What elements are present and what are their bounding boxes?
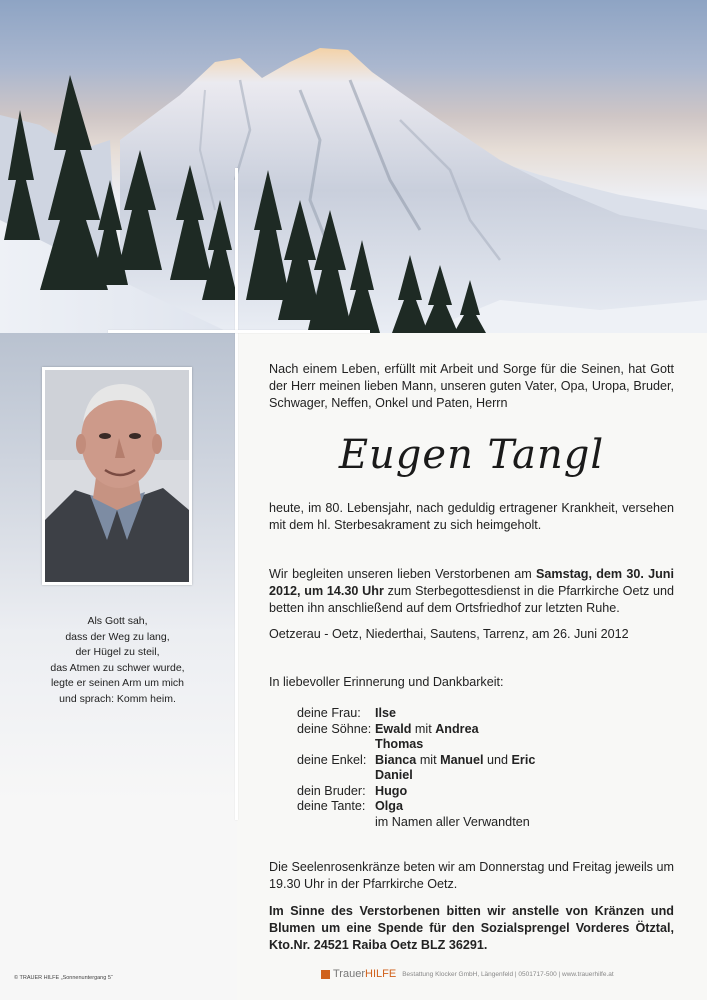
all-relatives-text: im Namen aller Verwandten <box>375 814 530 829</box>
funeral-text-before: Wir begleiten unseren lieben Verstorbenen am <box>269 567 532 581</box>
family-member: Thomas <box>375 737 424 751</box>
funeral-date: Samstag, dem 30. Juni 2012, um 14.30 Uhr <box>269 567 674 598</box>
brand-name-part1: Trauer <box>333 968 365 980</box>
family-member: Daniel <box>375 768 413 782</box>
cross-horizontal-bar <box>108 330 370 333</box>
rosary-text: Die Seelenrosenkränze beten wir am Donnerstag und Freitag jeweils um 19.30 Uhr in der Pfarrkirche Oetz. <box>269 860 674 891</box>
family-row <box>297 768 535 784</box>
connector: mit <box>414 721 432 736</box>
family-role: deine Tante: <box>297 799 366 813</box>
family-member: Olga <box>375 799 403 813</box>
family-row <box>297 799 535 815</box>
cross-vertical-bar <box>235 168 238 820</box>
family-member: Bianca <box>375 752 417 767</box>
funeral-text-after: zum Sterbegottesdienst in die Pfarrkirche Oetz und betten ihn anschließend auf dem Ortsfriedhof zur letzten Ruhe. <box>269 584 675 615</box>
family-list <box>297 706 535 830</box>
family-role: deine Frau: <box>297 706 361 720</box>
family-row <box>297 815 535 831</box>
family-member: Hugo <box>375 783 408 798</box>
deceased-name: Eugen Tangl <box>338 432 605 478</box>
poem-line: Als Gott sah, <box>87 615 148 627</box>
family-row <box>297 753 535 769</box>
portrait-photo <box>42 367 192 585</box>
places-date: Oetzerau - Oetz, Niederthai, Sautens, Tarrenz, am 26. Juni 2012 <box>269 627 629 641</box>
connector: mit <box>419 752 437 767</box>
copyright-text: © TRAUER HILFE „Sonnenuntergang 5“ <box>14 975 113 981</box>
family-member: Andrea <box>435 721 479 736</box>
family-row <box>297 784 535 800</box>
intro-text: Nach einem Leben, erfüllt mit Arbeit und Sorge für die Seinen, hat Gott der Herr meinen lieben Mann, unseren guten Vater, Opa, Uropa, Bruder, Schwager, Neffen, Onkel und Paten, Herrn <box>269 362 674 410</box>
trauerhilfe-logo-icon <box>321 970 330 979</box>
poem-line: und sprach: Komm heim. <box>59 692 176 705</box>
memorial-poem <box>10 614 225 707</box>
poem-line: dass der Weg zu lang, <box>65 630 170 643</box>
connector: und <box>487 752 509 767</box>
footer-brand <box>321 967 614 981</box>
poem-line: das Atmen zu schwer wurde, <box>50 661 185 674</box>
remembrance-text: In liebevoller Erinnerung und Dankbarkeit: <box>269 675 504 689</box>
funeral-text <box>269 566 674 617</box>
family-member: Manuel <box>440 752 484 767</box>
poem-line: der Hügel zu steil, <box>75 646 160 658</box>
family-member: Ewald <box>375 721 412 736</box>
donation-text: Im Sinne des Verstorbenen bitten wir anstelle von Kränzen und Blumen um eine Spende für den Sozialsprengel Vorderes Ötztal, Kto.Nr. 24521 Raiba Oetz BLZ 36291. <box>269 904 674 952</box>
death-text: heute, im 80. Lebensjahr, nach geduldig ertragener Krankheit, versehen mit dem hl. Sterbesakrament zu sich heimgeholt. <box>269 501 674 532</box>
family-role: dein Bruder: <box>297 783 366 798</box>
mountain-header-image <box>0 0 707 333</box>
poem-line: legte er seinen Arm um mich <box>50 677 185 689</box>
family-role: deine Enkel: <box>297 752 367 767</box>
family-member: Eric <box>511 752 536 767</box>
family-row <box>297 706 535 722</box>
footer-contact-info: Bestattung Klocker GmbH, Längenfeld | 0501717-500 | www.trauerhilfe.at <box>402 970 614 978</box>
family-row <box>297 737 535 753</box>
family-member: Ilse <box>375 706 397 720</box>
brand-name-part2: HILFE <box>365 968 397 980</box>
family-row <box>297 722 535 738</box>
family-role: deine Söhne: <box>297 721 372 736</box>
